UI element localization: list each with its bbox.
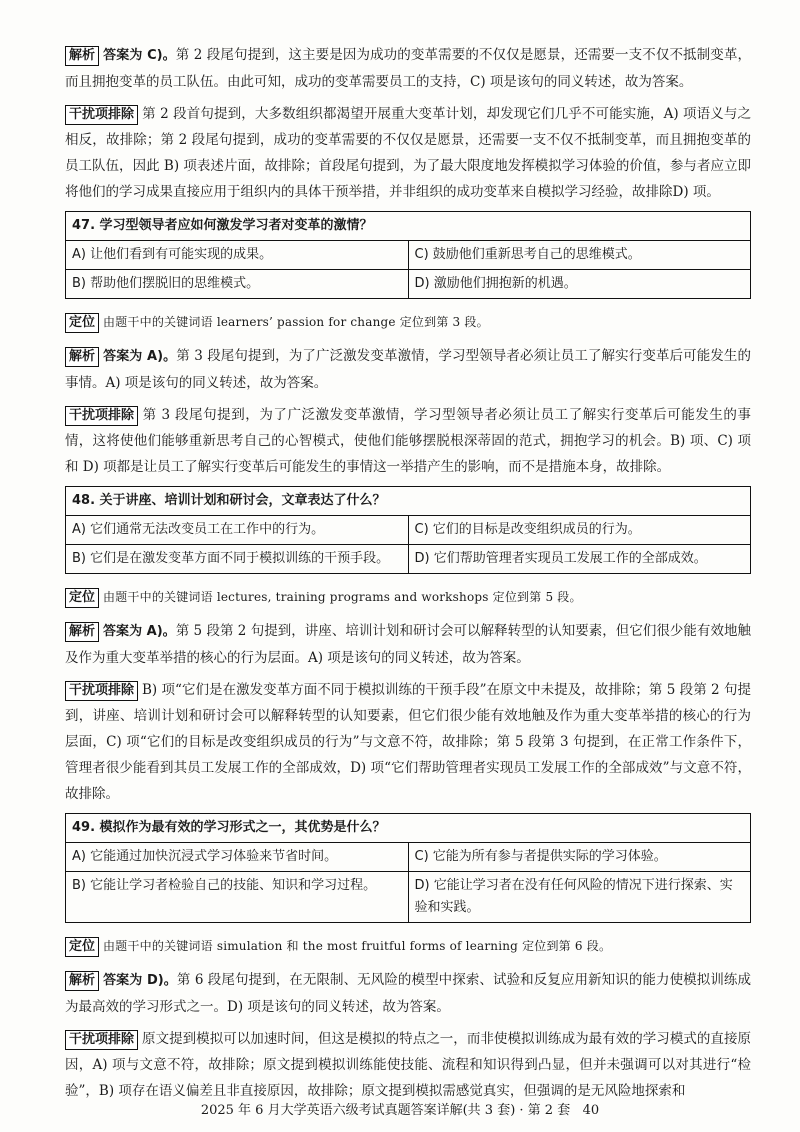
analysis-text: 第 6 段尾句提到，在无限制、无风险的模型中探索、试验和反复应用新知识的能力使模拟训练成为最高效的学习形式之一。D) 项是该句的同义转述，故为答案。 — [65, 972, 751, 1015]
question-49-stem: 49. 模拟作为最有效的学习形式之一，其优势是什么？ — [66, 814, 751, 843]
distractor-text: B) 项“它们是在激发变革方面不同于模拟训练的干预手段”在原文中未提及，故排除；第 5 段第 2 句提到，讲座、培训计划和研讨会可以解释转型的认知要素，但它们很少能有效地触及作为重大变革举措的核心的行为层面，C) 项“它们的目标是改变组织成员的行为”与文意不符，故排除；第 5 段第 3 句提到，在正常工作条件下，管理者很少能看到其员工发展工作的全部成效，D) 项“它们帮助管理者实现员工发展工作的全部成效”与文意不符，故排除。 — [65, 682, 751, 802]
q48-locate — [65, 584, 751, 610]
analysis-tag: 解析 — [65, 46, 99, 66]
option-a: A) 它能通过加快沉浸式学习体验来节省时间。 — [66, 843, 409, 872]
distractor-text: 原文提到模拟可以加速时间，但这是模拟的特点之一，而非使模拟训练成为最有效的学习模式的直接原因，A) 项与文意不符，故排除；原文提到模拟训练能使技能、流程和知识得到凸显，但并未强调可以对其进行“检验”，B) 项存在语义偏差且非直接原因，故排除；原文提到模拟需感觉真实，但强调的是无风险地探索和 — [65, 1031, 751, 1099]
distractor-tag: 干扰项排除 — [65, 406, 138, 426]
q46-analysis — [65, 42, 751, 95]
option-c: C) 鼓励他们重新思考自己的思维模式。 — [408, 241, 751, 270]
q47-locate — [65, 309, 751, 335]
page-content — [65, 42, 751, 1110]
analysis-text: 第 5 段第 2 句提到，讲座、培训计划和研讨会可以解释转型的认知要素，但它们很少能有效地触及作为重大变革举措的核心的行为层面。A) 项是该句的同义转述，故为答案。 — [65, 623, 751, 666]
option-d: D) 它们帮助管理者实现员工发展工作的全部成效。 — [408, 545, 751, 574]
analysis-tag: 解析 — [65, 971, 99, 991]
distractor-tag: 干扰项排除 — [65, 1030, 138, 1050]
answer-lead: 答案为 A)。 — [103, 624, 176, 639]
analysis-tag: 解析 — [65, 347, 99, 367]
question-47-table — [65, 211, 751, 299]
q48-analysis — [65, 618, 751, 671]
question-48-table — [65, 486, 751, 574]
q49-distractor — [65, 1026, 751, 1104]
q49-analysis — [65, 967, 751, 1020]
locate-tag: 定位 — [65, 588, 99, 608]
q49-locate — [65, 933, 751, 959]
q47-distractor — [65, 402, 751, 480]
locate-tag: 定位 — [65, 937, 99, 957]
analysis-tag: 解析 — [65, 622, 99, 642]
answer-lead: 答案为 A)。 — [103, 349, 177, 364]
question-48-stem: 48. 关于讲座、培训计划和研讨会，文章表达了什么？ — [66, 487, 751, 516]
distractor-tag: 干扰项排除 — [65, 681, 138, 701]
locate-text: 由题干中的关键词语 simulation 和 the most fruitful forms of learning 定位到第 6 段。 — [103, 939, 612, 953]
option-a: A) 让他们看到有可能实现的成果。 — [66, 241, 409, 270]
question-47-stem: 47. 学习型领导者应如何激发学习者对变革的激情？ — [66, 212, 751, 241]
q46-distractor — [65, 101, 751, 205]
option-c: C) 它能为所有参与者提供实际的学习体验。 — [408, 843, 751, 872]
option-b: B) 帮助他们摆脱旧的思维模式。 — [66, 270, 409, 299]
option-a: A) 它们通常无法改变员工在工作中的行为。 — [66, 516, 409, 545]
locate-text: 由题干中的关键词语 learners’ passion for change 定位到第 3 段。 — [103, 315, 489, 329]
option-c: C) 它们的目标是改变组织成员的行为。 — [408, 516, 751, 545]
footer-title: 2025 年 6 月大学英语六级考试真题答案详解(共 3 套) · 第 2 套 — [200, 1103, 571, 1118]
option-d: D) 它能让学习者在没有任何风险的情况下进行探索、实验和实践。 — [408, 872, 751, 923]
question-49-table — [65, 813, 751, 923]
answer-lead: 答案为 C)。 — [103, 48, 176, 63]
distractor-text: 第 3 段尾句提到，为了广泛激发变革激情，学习型领导者必须让员工了解实行变革后可能发生的事情，这将使他们能够重新思考自己的心智模式，使他们能够摆脱根深蒂固的范式，拥抱学习的机会。B) 项、C) 项和 D) 项都是让员工了解实行变革后可能发生的事情这一举措产生的影响，而不是措施本身，故排除。 — [65, 407, 751, 475]
option-b: B) 它们是在激发变革方面不同于模拟训练的干预手段。 — [66, 545, 409, 574]
page-footer — [0, 1098, 800, 1124]
option-d: D) 激励他们拥抱新的机遇。 — [408, 270, 751, 299]
locate-text: 由题干中的关键词语 lectures, training programs and workshops 定位到第 5 段。 — [103, 590, 582, 604]
answer-lead: 答案为 D)。 — [103, 973, 177, 988]
distractor-tag: 干扰项排除 — [65, 105, 138, 125]
analysis-text: 第 2 段尾句提到，这主要是因为成功的变革需要的不仅仅是愿景，还需要一支不仅不抵制变革，而且拥抱变革的员工队伍。由此可知，成功的变革需要员工的支持，C) 项是该句的同义转述，故为答案。 — [65, 47, 751, 90]
locate-tag: 定位 — [65, 313, 99, 333]
analysis-text: 第 3 段尾句提到，为了广泛激发变革激情，学习型领导者必须让员工了解实行变革后可能发生的事情。A) 项是该句的同义转述，故为答案。 — [65, 348, 752, 391]
q47-analysis — [65, 343, 751, 396]
distractor-text: 第 2 段首句提到，大多数组织都渴望开展重大变革计划，却发现它们几乎不可能实施，A) 项语义与之相反，故排除；第 2 段尾句提到，成功的变革需要的不仅仅是愿景，还需要一支不仅不抵制变革，而且拥抱变革的员工队伍，因此 B) 项表述片面，故排除；首段尾句提到，为了最大限度地发挥模拟学习体验的价值，参与者应立即将他们的学习成果直接应用于组织内的具体干预举措，并非组织的成功变革来自模拟学习经验，故排除D) 项。 — [65, 106, 751, 200]
page-number: 40 — [582, 1103, 600, 1118]
option-b: B) 它能让学习者检验自己的技能、知识和学习过程。 — [66, 872, 409, 923]
q48-distractor — [65, 677, 751, 807]
